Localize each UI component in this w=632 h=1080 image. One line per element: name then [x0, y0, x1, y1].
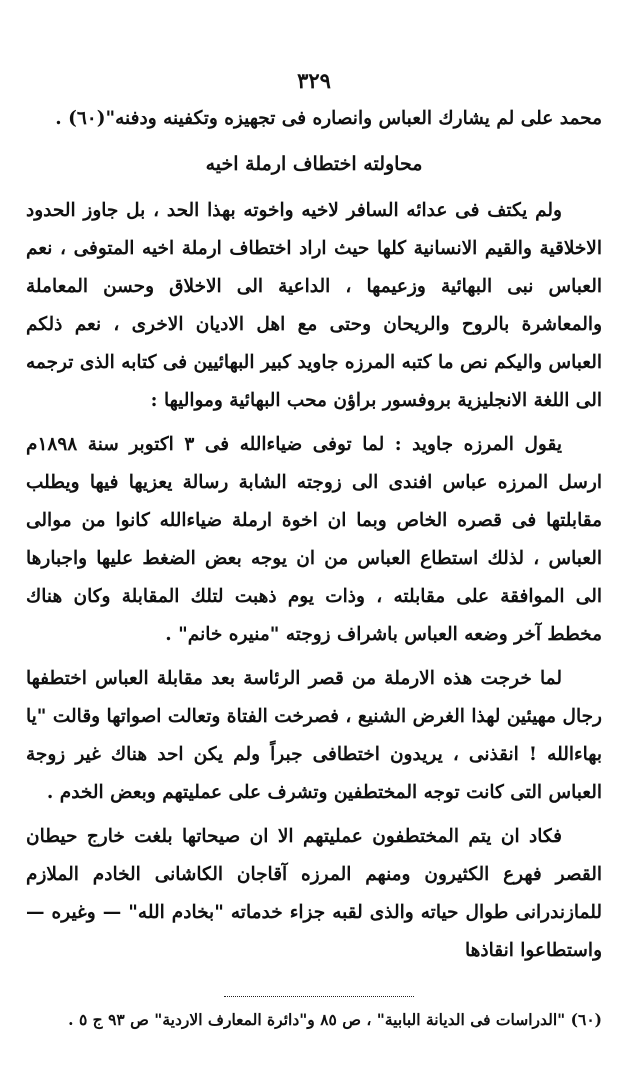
opening-line: محمد على لم يشارك العباس وانصاره فى تجهيزه وتكفينه ودفنه"(٦٠) .: [55, 108, 602, 129]
paragraph-1: ولم يكتف فى عدائه السافر لاخيه واخوته بهذا الحد ، بل جاوز الحدود الاخلاقية والقيم الانسانية كلها حيث اراد اختطاف ارملة اخيه المتوفى ، نعم العباس نبى البهائية وزعيمها ، الداعية الى الاخلاق وحسن المعاملة والمعاشرة بالروح والريحان وحتى مع اهل الاديان الاخرى ، نعم ذلكم العباس واليكم نص ما كتبه المرزه جاويد كبير البهائيين فى كتابه الذى ترجمه الى اللغة الانجليزية بروفسور براؤن محب البهائية ومواليها :: [26, 200, 602, 411]
page-number: ٣٢٩: [297, 68, 331, 93]
footnote: (٦٠) "الدراسات فى الديانة البابية" ، ص ٨٥ و"دائرة المعارف الاردية" ص ٩٣ ج ٥ .: [68, 1010, 602, 1029]
paragraph-4: فكاد ان يتم المختطفون عمليتهم الا ان صيحاتها بلغت خارج حيطان القصر فهرع الكثيرون ومنهم المرزه آقاجان الكاشانى الخادم الملازم للمازندرانى طوال حياته والذى لقبه جزاء خدماته "بخادم الله" — وغيره — واستطاعوا انقاذها: [26, 826, 602, 961]
paragraph-2: يقول المرزه جاويد : لما توفى ضياءالله فى ٣ اكتوبر سنة ١٨٩٨م ارسل المرزه عباس افندى الى زوجته الشابة رسالة يعزيها فيها ويطلب مقابلتها فى قصره الخاص وبما ان اخوة ارملة ضياءالله كانوا من موالى العباس ، لذلك استطاع العباس من ان يوجه بعض الضغط عليها واجبارها الى الموافقة على مقابلته ، وذات يوم ذهبت لتلك المقابلة وكان هناك مخطط آخر وضعه العباس باشراف زوجته "منيره خانم" .: [26, 434, 602, 645]
footnote-divider: [224, 996, 414, 997]
section-heading: محاولته اختطاف ارملة اخيه: [205, 153, 423, 175]
paragraph-3: لما خرجت هذه الارملة من قصر الرئاسة بعد مقابلة العباس اختطفها رجال مهيئين لهذا الغرض الشنيع ، فصرخت الفتاة وتعالت اصواتها وقالت "يا بهاءالله ! انقذنى ، يريدون اختطافى جبراً ولم يكن احد هناك غير زوجة العباس التى كانت توجه المختطفين وتشرف على عمليتهم وبعض الخدم .: [26, 668, 602, 803]
